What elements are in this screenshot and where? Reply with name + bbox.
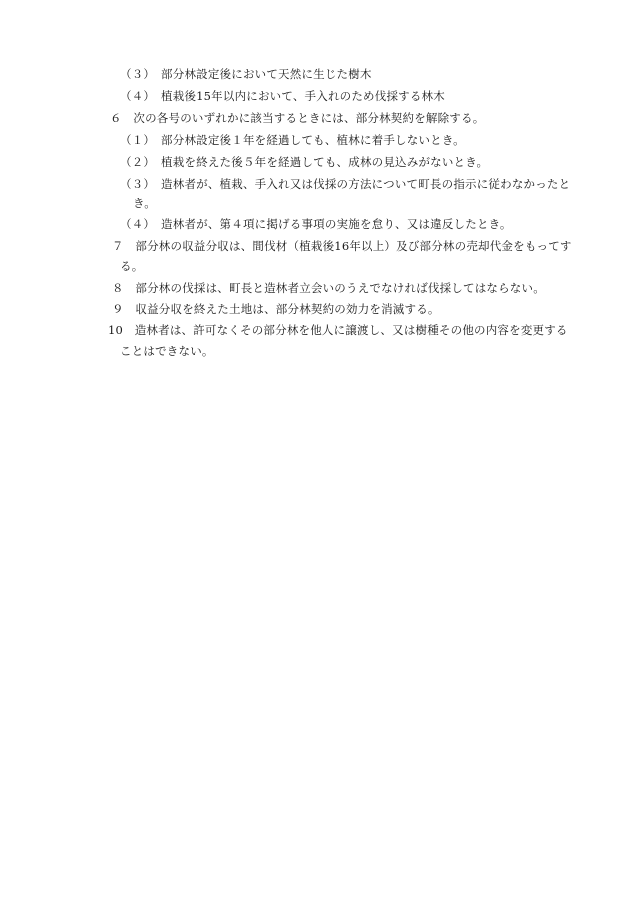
item-9-contract-expiry: ９ 収益分収を終えた土地は、部分林契約の効力を消滅する。 bbox=[112, 302, 440, 316]
item-6-contract-cancellation: ６ 次の各号のいずれかに該当するときには、部分林契約を解除する。 bbox=[110, 111, 485, 125]
subitem-4-thinning-timber: （４） 植栽後15年以内において、手入れのため伐採する林木 bbox=[120, 89, 445, 103]
item-7-continuation: る。 bbox=[120, 259, 144, 273]
subitem-3-natural-trees: （３） 部分林設定後において天然に生じた樹木 bbox=[120, 67, 372, 81]
item-8-logging-attendance: ８ 部分林の伐採は、町長と造林者立会いのうえでなければ伐採してはならない。 bbox=[112, 281, 545, 295]
item-10-continuation: ことはできない。 bbox=[120, 344, 214, 358]
item-7-revenue-sharing: ７ 部分林の収益分収は、間伐材（植栽後16年以上）及び部分林の売却代金をもってす bbox=[112, 239, 572, 253]
subitem-2-no-forest-prospect: （２） 植栽を終えた後５年を経過しても、成林の見込みがないとき。 bbox=[120, 155, 489, 169]
subitem-1-no-planting: （１） 部分林設定後１年を経過しても、植林に着手しないとき。 bbox=[120, 133, 465, 147]
subitem-4-neglect-violation: （４） 造林者が、第４項に掲げる事項の実施を怠り、又は違反したとき。 bbox=[120, 217, 512, 231]
item-10-transfer-prohibition: 10 造林者は、許可なくその部分林を他人に譲渡し、又は樹種その他の内容を変更する bbox=[108, 323, 568, 337]
subitem-3-continuation: き。 bbox=[133, 196, 156, 210]
subitem-3-instruction-violation: （３） 造林者が、植栽、手入れ又は伐採の方法について町長の指示に従わなかったと bbox=[120, 177, 571, 191]
